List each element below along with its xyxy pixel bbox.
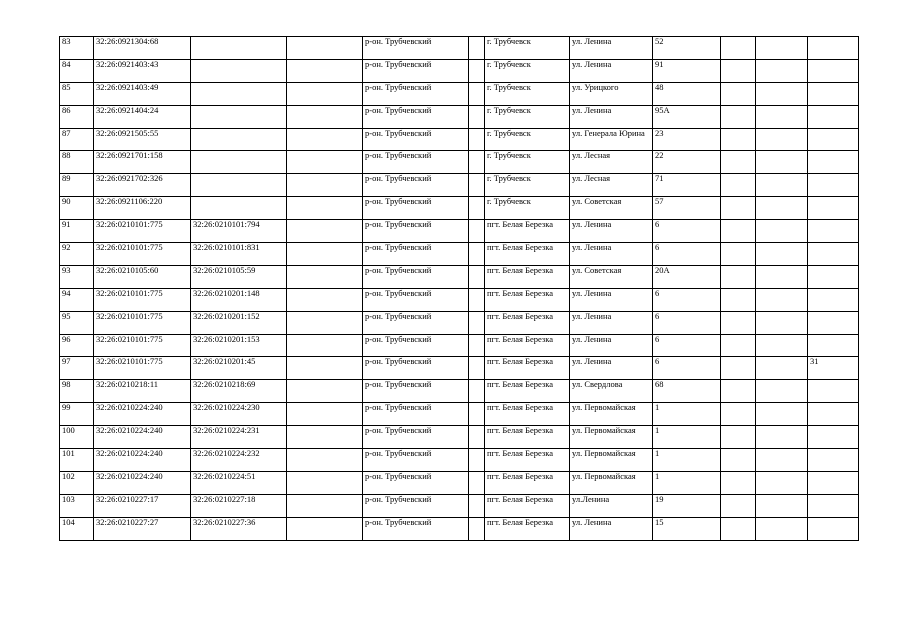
- apartment-cell: [808, 426, 859, 449]
- house-number-cell: 91: [653, 59, 721, 82]
- apartment-cell: [808, 471, 859, 494]
- house-number-cell: 23: [653, 128, 721, 151]
- locality-cell: г. Трубчевск: [485, 82, 570, 105]
- table-row: [60, 174, 859, 197]
- cadastral-number-cell: 32:26:0210105:60: [94, 265, 191, 288]
- empty-cell: [721, 334, 756, 357]
- district-cell: р-он. Трубчевский: [363, 105, 469, 128]
- table-row: [60, 517, 859, 540]
- apartment-cell: [808, 334, 859, 357]
- empty-cell: [287, 105, 363, 128]
- house-number-cell: 52: [653, 37, 721, 60]
- empty-cell: [756, 517, 808, 540]
- locality-cell: пгт. Белая Березка: [485, 380, 570, 403]
- object-cadastral-number-cell: 32:26:0210105:59: [191, 265, 287, 288]
- locality-cell: пгт. Белая Березка: [485, 494, 570, 517]
- house-number-cell: 57: [653, 197, 721, 220]
- district-cell: р-он. Трубчевский: [363, 197, 469, 220]
- empty-cell: [287, 151, 363, 174]
- district-cell: р-он. Трубчевский: [363, 174, 469, 197]
- district-cell: р-он. Трубчевский: [363, 82, 469, 105]
- empty-cell: [287, 471, 363, 494]
- district-cell: р-он. Трубчевский: [363, 288, 469, 311]
- table-row: [60, 311, 859, 334]
- cadastral-number-cell: 32:26:0210101:775: [94, 243, 191, 266]
- row-number-cell: 99: [60, 403, 94, 426]
- apartment-cell: [808, 449, 859, 472]
- cadastral-number-cell: 32:26:0210224:240: [94, 449, 191, 472]
- table-row: [60, 151, 859, 174]
- district-cell: р-он. Трубчевский: [363, 403, 469, 426]
- apartment-cell: [808, 151, 859, 174]
- empty-cell: [469, 311, 485, 334]
- cadastral-number-cell: 32:26:0210101:775: [94, 357, 191, 380]
- empty-cell: [756, 37, 808, 60]
- empty-cell: [756, 128, 808, 151]
- empty-cell: [469, 174, 485, 197]
- street-cell: ул. Первомайская: [570, 403, 653, 426]
- apartment-cell: [808, 197, 859, 220]
- empty-cell: [469, 403, 485, 426]
- empty-cell: [756, 380, 808, 403]
- district-cell: р-он. Трубчевский: [363, 220, 469, 243]
- empty-cell: [469, 494, 485, 517]
- locality-cell: пгт. Белая Березка: [485, 403, 570, 426]
- cadastral-number-cell: 32:26:0210224:240: [94, 471, 191, 494]
- empty-cell: [287, 357, 363, 380]
- empty-cell: [756, 357, 808, 380]
- object-cadastral-number-cell: 32:26:0210201:152: [191, 311, 287, 334]
- house-number-cell: 95А: [653, 105, 721, 128]
- district-cell: р-он. Трубчевский: [363, 265, 469, 288]
- table-row: [60, 288, 859, 311]
- cadastral-number-cell: 32:26:0210101:775: [94, 334, 191, 357]
- empty-cell: [721, 426, 756, 449]
- locality-cell: г. Трубчевск: [485, 128, 570, 151]
- empty-cell: [469, 82, 485, 105]
- street-cell: ул.Ленина: [570, 494, 653, 517]
- apartment-cell: [808, 311, 859, 334]
- empty-cell: [756, 220, 808, 243]
- house-number-cell: 71: [653, 174, 721, 197]
- locality-cell: пгт. Белая Березка: [485, 426, 570, 449]
- house-number-cell: 15: [653, 517, 721, 540]
- street-cell: ул. Ленина: [570, 334, 653, 357]
- house-number-cell: 48: [653, 82, 721, 105]
- empty-cell: [721, 288, 756, 311]
- row-number-cell: 90: [60, 197, 94, 220]
- row-number-cell: 95: [60, 311, 94, 334]
- street-cell: ул. Свердлова: [570, 380, 653, 403]
- empty-cell: [469, 426, 485, 449]
- house-number-cell: 68: [653, 380, 721, 403]
- cadastral-number-cell: 32:26:0921106:220: [94, 197, 191, 220]
- table-row: [60, 59, 859, 82]
- empty-cell: [287, 243, 363, 266]
- object-cadastral-number-cell: 32:26:0210227:36: [191, 517, 287, 540]
- cadastral-number-cell: 32:26:0921505:55: [94, 128, 191, 151]
- row-number-cell: 103: [60, 494, 94, 517]
- empty-cell: [287, 517, 363, 540]
- empty-cell: [287, 380, 363, 403]
- district-cell: р-он. Трубчевский: [363, 426, 469, 449]
- apartment-cell: [808, 105, 859, 128]
- locality-cell: г. Трубчевск: [485, 105, 570, 128]
- apartment-cell: [808, 220, 859, 243]
- apartment-cell: [808, 288, 859, 311]
- empty-cell: [469, 128, 485, 151]
- locality-cell: пгт. Белая Березка: [485, 288, 570, 311]
- object-cadastral-number-cell: 32:26:0210201:148: [191, 288, 287, 311]
- house-number-cell: 1: [653, 426, 721, 449]
- row-number-cell: 100: [60, 426, 94, 449]
- empty-cell: [469, 151, 485, 174]
- empty-cell: [287, 265, 363, 288]
- row-number-cell: 83: [60, 37, 94, 60]
- table-row: [60, 426, 859, 449]
- locality-cell: г. Трубчевск: [485, 197, 570, 220]
- empty-cell: [756, 449, 808, 472]
- empty-cell: [721, 174, 756, 197]
- locality-cell: пгт. Белая Березка: [485, 471, 570, 494]
- table-row: [60, 128, 859, 151]
- cadastral-number-cell: 32:26:0210101:775: [94, 311, 191, 334]
- empty-cell: [756, 311, 808, 334]
- empty-cell: [756, 243, 808, 266]
- apartment-cell: [808, 494, 859, 517]
- house-number-cell: 22: [653, 151, 721, 174]
- empty-cell: [756, 105, 808, 128]
- house-number-cell: 1: [653, 403, 721, 426]
- cadastral-number-cell: 32:26:0921404:24: [94, 105, 191, 128]
- apartment-cell: [808, 380, 859, 403]
- apartment-cell: 31: [808, 357, 859, 380]
- object-cadastral-number-cell: [191, 197, 287, 220]
- cadastral-number-cell: 32:26:0210218:11: [94, 380, 191, 403]
- table-row: [60, 403, 859, 426]
- empty-cell: [721, 517, 756, 540]
- house-number-cell: 19: [653, 494, 721, 517]
- street-cell: ул. Ленина: [570, 243, 653, 266]
- empty-cell: [721, 220, 756, 243]
- apartment-cell: [808, 37, 859, 60]
- district-cell: р-он. Трубчевский: [363, 494, 469, 517]
- object-cadastral-number-cell: 32:26:0210101:831: [191, 243, 287, 266]
- empty-cell: [469, 243, 485, 266]
- empty-cell: [287, 174, 363, 197]
- table-row: [60, 37, 859, 60]
- empty-cell: [469, 380, 485, 403]
- empty-cell: [469, 449, 485, 472]
- cadastral-number-cell: 32:26:0921304:68: [94, 37, 191, 60]
- locality-cell: г. Трубчевск: [485, 174, 570, 197]
- empty-cell: [287, 449, 363, 472]
- locality-cell: г. Трубчевск: [485, 59, 570, 82]
- cadastral-number-cell: 32:26:0921403:49: [94, 82, 191, 105]
- object-cadastral-number-cell: 32:26:0210224:51: [191, 471, 287, 494]
- row-number-cell: 89: [60, 174, 94, 197]
- empty-cell: [287, 37, 363, 60]
- locality-cell: пгт. Белая Березка: [485, 220, 570, 243]
- street-cell: ул. Советская: [570, 197, 653, 220]
- empty-cell: [721, 105, 756, 128]
- empty-cell: [287, 82, 363, 105]
- district-cell: р-он. Трубчевский: [363, 357, 469, 380]
- cadastral-number-cell: 32:26:0210101:775: [94, 288, 191, 311]
- empty-cell: [469, 334, 485, 357]
- locality-cell: пгт. Белая Березка: [485, 265, 570, 288]
- locality-cell: пгт. Белая Березка: [485, 243, 570, 266]
- street-cell: ул. Ленина: [570, 517, 653, 540]
- row-number-cell: 93: [60, 265, 94, 288]
- locality-cell: пгт. Белая Березка: [485, 517, 570, 540]
- table-row: [60, 243, 859, 266]
- empty-cell: [756, 174, 808, 197]
- empty-cell: [721, 357, 756, 380]
- object-cadastral-number-cell: [191, 59, 287, 82]
- empty-cell: [469, 220, 485, 243]
- table-row: [60, 449, 859, 472]
- empty-cell: [469, 517, 485, 540]
- cadastral-number-cell: 32:26:0210224:240: [94, 403, 191, 426]
- empty-cell: [756, 403, 808, 426]
- empty-cell: [756, 151, 808, 174]
- apartment-cell: [808, 403, 859, 426]
- table-row: [60, 494, 859, 517]
- apartment-cell: [808, 59, 859, 82]
- house-number-cell: 1: [653, 471, 721, 494]
- object-cadastral-number-cell: 32:26:0210227:18: [191, 494, 287, 517]
- table-row: [60, 220, 859, 243]
- object-cadastral-number-cell: 32:26:0210101:794: [191, 220, 287, 243]
- cadastral-number-cell: 32:26:0210101:775: [94, 220, 191, 243]
- district-cell: р-он. Трубчевский: [363, 128, 469, 151]
- empty-cell: [756, 288, 808, 311]
- cadastral-number-cell: 32:26:0921701:158: [94, 151, 191, 174]
- empty-cell: [469, 197, 485, 220]
- street-cell: ул. Лесная: [570, 151, 653, 174]
- locality-cell: пгт. Белая Березка: [485, 357, 570, 380]
- row-number-cell: 85: [60, 82, 94, 105]
- empty-cell: [721, 265, 756, 288]
- house-number-cell: 6: [653, 334, 721, 357]
- district-cell: р-он. Трубчевский: [363, 334, 469, 357]
- object-cadastral-number-cell: 32:26:0210224:232: [191, 449, 287, 472]
- row-number-cell: 86: [60, 105, 94, 128]
- empty-cell: [469, 37, 485, 60]
- empty-cell: [721, 449, 756, 472]
- empty-cell: [756, 494, 808, 517]
- empty-cell: [469, 288, 485, 311]
- district-cell: р-он. Трубчевский: [363, 37, 469, 60]
- empty-cell: [721, 37, 756, 60]
- street-cell: ул. Ленина: [570, 105, 653, 128]
- apartment-cell: [808, 174, 859, 197]
- street-cell: ул. Ленина: [570, 37, 653, 60]
- row-number-cell: 87: [60, 128, 94, 151]
- object-cadastral-number-cell: [191, 105, 287, 128]
- street-cell: ул. Ленина: [570, 311, 653, 334]
- empty-cell: [469, 471, 485, 494]
- object-cadastral-number-cell: [191, 82, 287, 105]
- property-registry-table: [59, 36, 859, 541]
- row-number-cell: 94: [60, 288, 94, 311]
- empty-cell: [721, 59, 756, 82]
- street-cell: ул. Первомайская: [570, 471, 653, 494]
- empty-cell: [756, 471, 808, 494]
- object-cadastral-number-cell: [191, 37, 287, 60]
- empty-cell: [721, 243, 756, 266]
- cadastral-number-cell: 32:26:0921403:43: [94, 59, 191, 82]
- table-row: [60, 197, 859, 220]
- apartment-cell: [808, 82, 859, 105]
- locality-cell: пгт. Белая Березка: [485, 449, 570, 472]
- table-row: [60, 82, 859, 105]
- street-cell: ул. Ленина: [570, 288, 653, 311]
- house-number-cell: 6: [653, 357, 721, 380]
- row-number-cell: 91: [60, 220, 94, 243]
- apartment-cell: [808, 265, 859, 288]
- empty-cell: [287, 128, 363, 151]
- empty-cell: [287, 288, 363, 311]
- empty-cell: [287, 426, 363, 449]
- house-number-cell: 20А: [653, 265, 721, 288]
- empty-cell: [756, 59, 808, 82]
- table-row: [60, 357, 859, 380]
- object-cadastral-number-cell: 32:26:0210224:231: [191, 426, 287, 449]
- district-cell: р-он. Трубчевский: [363, 59, 469, 82]
- district-cell: р-он. Трубчевский: [363, 380, 469, 403]
- table-row: [60, 105, 859, 128]
- house-number-cell: 6: [653, 311, 721, 334]
- object-cadastral-number-cell: [191, 151, 287, 174]
- district-cell: р-он. Трубчевский: [363, 449, 469, 472]
- empty-cell: [756, 265, 808, 288]
- locality-cell: пгт. Белая Березка: [485, 311, 570, 334]
- row-number-cell: 92: [60, 243, 94, 266]
- district-cell: р-он. Трубчевский: [363, 243, 469, 266]
- house-number-cell: 6: [653, 220, 721, 243]
- cadastral-number-cell: 32:26:0921702:326: [94, 174, 191, 197]
- empty-cell: [721, 403, 756, 426]
- row-number-cell: 101: [60, 449, 94, 472]
- table-row: [60, 380, 859, 403]
- empty-cell: [287, 334, 363, 357]
- empty-cell: [469, 59, 485, 82]
- object-cadastral-number-cell: 32:26:0210201:153: [191, 334, 287, 357]
- object-cadastral-number-cell: 32:26:0210224:230: [191, 403, 287, 426]
- district-cell: р-он. Трубчевский: [363, 311, 469, 334]
- row-number-cell: 104: [60, 517, 94, 540]
- locality-cell: пгт. Белая Березка: [485, 334, 570, 357]
- locality-cell: г. Трубчевск: [485, 151, 570, 174]
- table-row: [60, 265, 859, 288]
- locality-cell: г. Трубчевск: [485, 37, 570, 60]
- empty-cell: [721, 380, 756, 403]
- empty-cell: [287, 220, 363, 243]
- house-number-cell: 6: [653, 288, 721, 311]
- street-cell: ул. Генерала Юрина: [570, 128, 653, 151]
- object-cadastral-number-cell: 32:26:0210218:69: [191, 380, 287, 403]
- empty-cell: [469, 105, 485, 128]
- empty-cell: [721, 494, 756, 517]
- empty-cell: [287, 59, 363, 82]
- empty-cell: [721, 151, 756, 174]
- street-cell: ул. Урицкого: [570, 82, 653, 105]
- street-cell: ул. Советская: [570, 265, 653, 288]
- empty-cell: [721, 82, 756, 105]
- empty-cell: [287, 403, 363, 426]
- empty-cell: [721, 197, 756, 220]
- table-row: [60, 334, 859, 357]
- empty-cell: [756, 426, 808, 449]
- row-number-cell: 88: [60, 151, 94, 174]
- object-cadastral-number-cell: 32:26:0210201:45: [191, 357, 287, 380]
- street-cell: ул. Ленина: [570, 357, 653, 380]
- row-number-cell: 98: [60, 380, 94, 403]
- row-number-cell: 102: [60, 471, 94, 494]
- row-number-cell: 97: [60, 357, 94, 380]
- empty-cell: [756, 82, 808, 105]
- row-number-cell: 96: [60, 334, 94, 357]
- table-body: [60, 37, 859, 541]
- object-cadastral-number-cell: [191, 174, 287, 197]
- cadastral-number-cell: 32:26:0210224:240: [94, 426, 191, 449]
- empty-cell: [287, 311, 363, 334]
- apartment-cell: [808, 128, 859, 151]
- apartment-cell: [808, 517, 859, 540]
- street-cell: ул. Ленина: [570, 220, 653, 243]
- district-cell: р-он. Трубчевский: [363, 151, 469, 174]
- empty-cell: [469, 265, 485, 288]
- empty-cell: [287, 494, 363, 517]
- district-cell: р-он. Трубчевский: [363, 517, 469, 540]
- empty-cell: [756, 197, 808, 220]
- street-cell: ул. Первомайская: [570, 426, 653, 449]
- row-number-cell: 84: [60, 59, 94, 82]
- cadastral-number-cell: 32:26:0210227:27: [94, 517, 191, 540]
- empty-cell: [721, 128, 756, 151]
- street-cell: ул. Лесная: [570, 174, 653, 197]
- empty-cell: [756, 334, 808, 357]
- district-cell: р-он. Трубчевский: [363, 471, 469, 494]
- street-cell: ул. Ленина: [570, 59, 653, 82]
- apartment-cell: [808, 243, 859, 266]
- table-row: [60, 471, 859, 494]
- empty-cell: [469, 357, 485, 380]
- house-number-cell: 1: [653, 449, 721, 472]
- empty-cell: [287, 197, 363, 220]
- object-cadastral-number-cell: [191, 128, 287, 151]
- street-cell: ул. Первомайская: [570, 449, 653, 472]
- house-number-cell: 6: [653, 243, 721, 266]
- empty-cell: [721, 471, 756, 494]
- empty-cell: [721, 311, 756, 334]
- cadastral-number-cell: 32:26:0210227:17: [94, 494, 191, 517]
